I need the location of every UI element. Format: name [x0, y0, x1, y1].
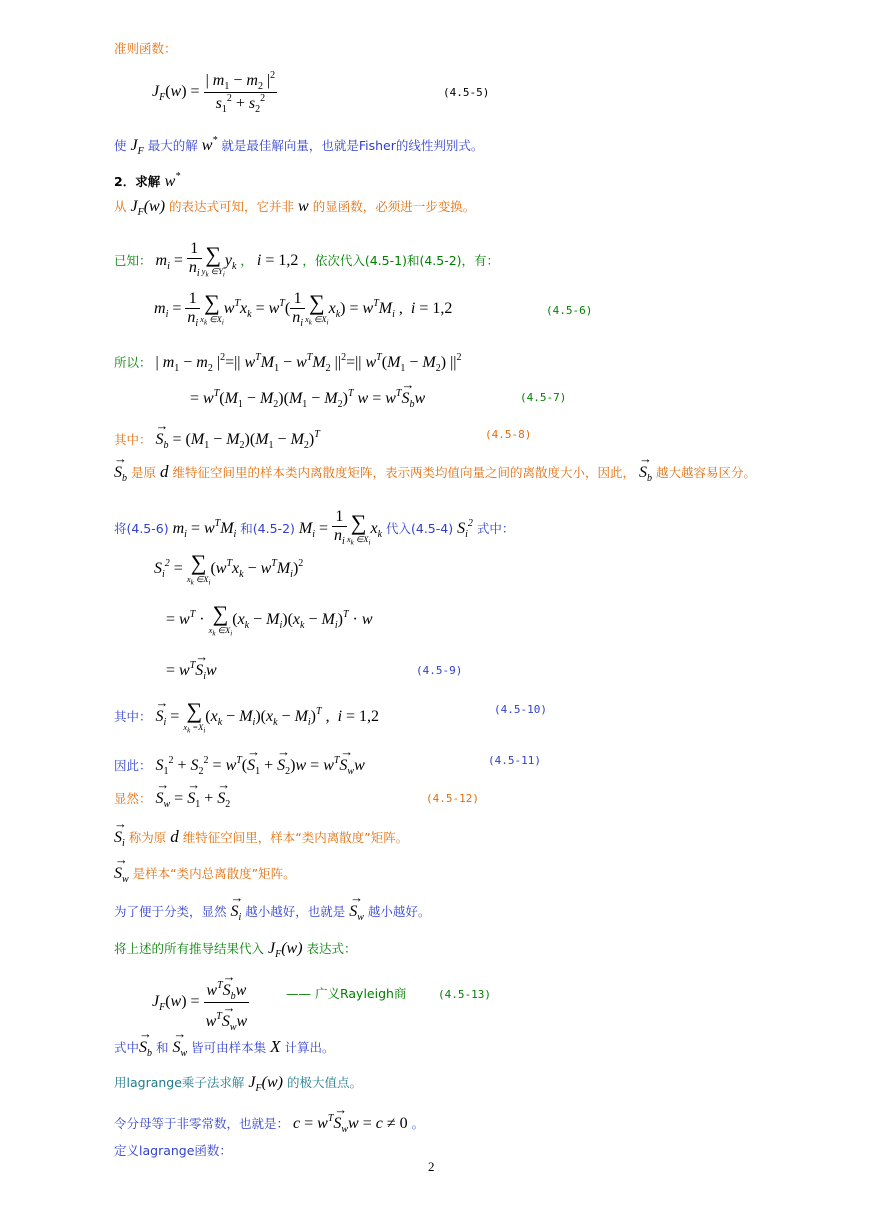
- equation-number: (4.5-7): [520, 391, 567, 404]
- paragraph-therefore: 所以： | $m_1 - m_2$ $|^2=||$ $w^TM_1 - w^TM_2$ $||^2=||$ $w^T(M_1 - M_2)$ $||^2$: [114, 352, 462, 374]
- paragraph-si-named: → $S_i$ 称为原 d 维特征空间里，样本“类内离散度”矩阵。: [114, 828, 408, 853]
- paragraph-sw-named: → $S_w$ 是样本“类内总离散度”矩阵。: [114, 865, 296, 889]
- equation-mi-projection: $m_i$ = $\frac{1}{n_i}$ ∑ $x_k$ $\in X_i$ $w^Tx_k = w^T$( $\frac{1}{n_i}$ ∑ $x_k$ $\in X_i$ $x_k) = w^TM_i$ , i = 1,2: [154, 290, 453, 329]
- paragraph-obviously: 显然： → $S_w$ = → $S_1$ + → $S_2$: [114, 790, 230, 814]
- paragraph-lagrange: 用lagrange乘子法求解 $J_F(w)$ 的极大值点。: [114, 1074, 362, 1094]
- equation-number: (4.5-8): [485, 428, 532, 441]
- equation-sb-form: = $w^T(M_1 - M_2)(M_1 - M_2)^T$ $w = w^T\to S_bw$: [190, 388, 425, 410]
- equation-si-final: = $w^T\to S_iw$: [166, 660, 217, 682]
- paragraph-hence: 因此： $S_1^2 + S_2^2 = w^T(\to S_1$ + → $S_2)w = w^T\to S_ww$: [114, 752, 365, 781]
- equation-si-squared: $S_i^2$ = ∑ $x_k$ $\in X_i$ $(w^Tx_k - w^TM_i)^2$: [154, 550, 304, 587]
- paragraph-known: 已知： $m_i$ = $\frac{1}{n_i}$ ∑ $y_k$ $\in Y_i$ $y_k$ ， i = 1,2 ，依次代入(4.5-1)和(4.5-2)，有：: [114, 240, 500, 279]
- equation-number: (4.5-10): [494, 703, 547, 716]
- paragraph-computable: 式中→ $S_b$ 和 → $S_w$ 皆可由样本集 X 计算出。: [114, 1038, 335, 1063]
- paragraph-substitute: 将(4.5-6) $m_i = w^TM_i$ 和(4.5-2) $M_i$ = $\frac{1}{n_i}$ ∑ $x_k$ $\in X_i$ $x_k$ 代入(4.5-4) $S_i^2$ 式中：: [114, 508, 515, 547]
- paragraph-classification: 为了便于分类，显然 → $S_i$ 越小越好，也就是 → $S_w$ 越小越好。: [114, 903, 430, 927]
- equation-number: (4.5-12): [426, 792, 479, 805]
- equation-number: (4.5-13): [438, 988, 491, 1001]
- paragraph-sb-definition: 其中： → $S_b = (M_1 - M_2)(M_1 - M_2)^T$: [114, 426, 320, 455]
- page-number: 2: [428, 1159, 435, 1174]
- paragraph-si-definition: 其中： → $S_i$ = ∑ $x_k =X_i$ $(x_k - M_i)(x_k - M_i)^T$ , i = 1,2: [114, 700, 379, 735]
- paragraph-constraint: 令分母等于非零常数，也就是： $c = w^T\to S_ww = c \ne 0$ 。: [114, 1110, 424, 1139]
- equation-jf: $J_F(w)$ = $\frac{| m_1 - m_2 |^2}{s_1^2 + s_2^2}$: [152, 70, 276, 115]
- equation-number: (4.5-5): [443, 86, 490, 99]
- paragraph-substitute-all: 将上述的所有推导结果代入 $J_F(w)$ 表达式：: [114, 940, 357, 960]
- paragraph-define-lagrange: 定义lagrange函数：: [114, 1143, 232, 1158]
- equation-rayleigh: $J_F(w)$ = $\frac{w^T\to S_bw}{w^T\to S_ww}$: [152, 972, 249, 1033]
- paragraph-sb-meaning: → $S_b$ 是原 d 维特征空间里的样本类内离散度矩阵，表示两类均值向量之间的离散度大小，因此， → $S_b$ 越大越容易区分。: [114, 463, 756, 488]
- equation-number: (4.5-6): [546, 304, 593, 317]
- paragraph-optimal-solution: 使 $J_F$ 最大的解 w* 就是最佳解向量，也就是Fisher的线性判别式。: [114, 135, 484, 157]
- section-heading: 2．求解 w*: [114, 171, 181, 190]
- paragraph-transform: 从 $J_F(w)$ 的表达式可知，它并非 w 的显函数，必须进一步变换。: [114, 198, 476, 218]
- equation-number: (4.5-11): [488, 754, 541, 767]
- equation-number: (4.5-9): [416, 664, 463, 677]
- criterion-function-label: 准则函数：: [114, 41, 177, 56]
- equation-si-expanded: = $w^T$ · ∑ $x_k$ $\in X_i$ $(x_k - M_i)(x_k - M_i)^T \cdot w$: [166, 601, 373, 638]
- rayleigh-label: —— 广义Rayleigh商: [286, 986, 407, 1001]
